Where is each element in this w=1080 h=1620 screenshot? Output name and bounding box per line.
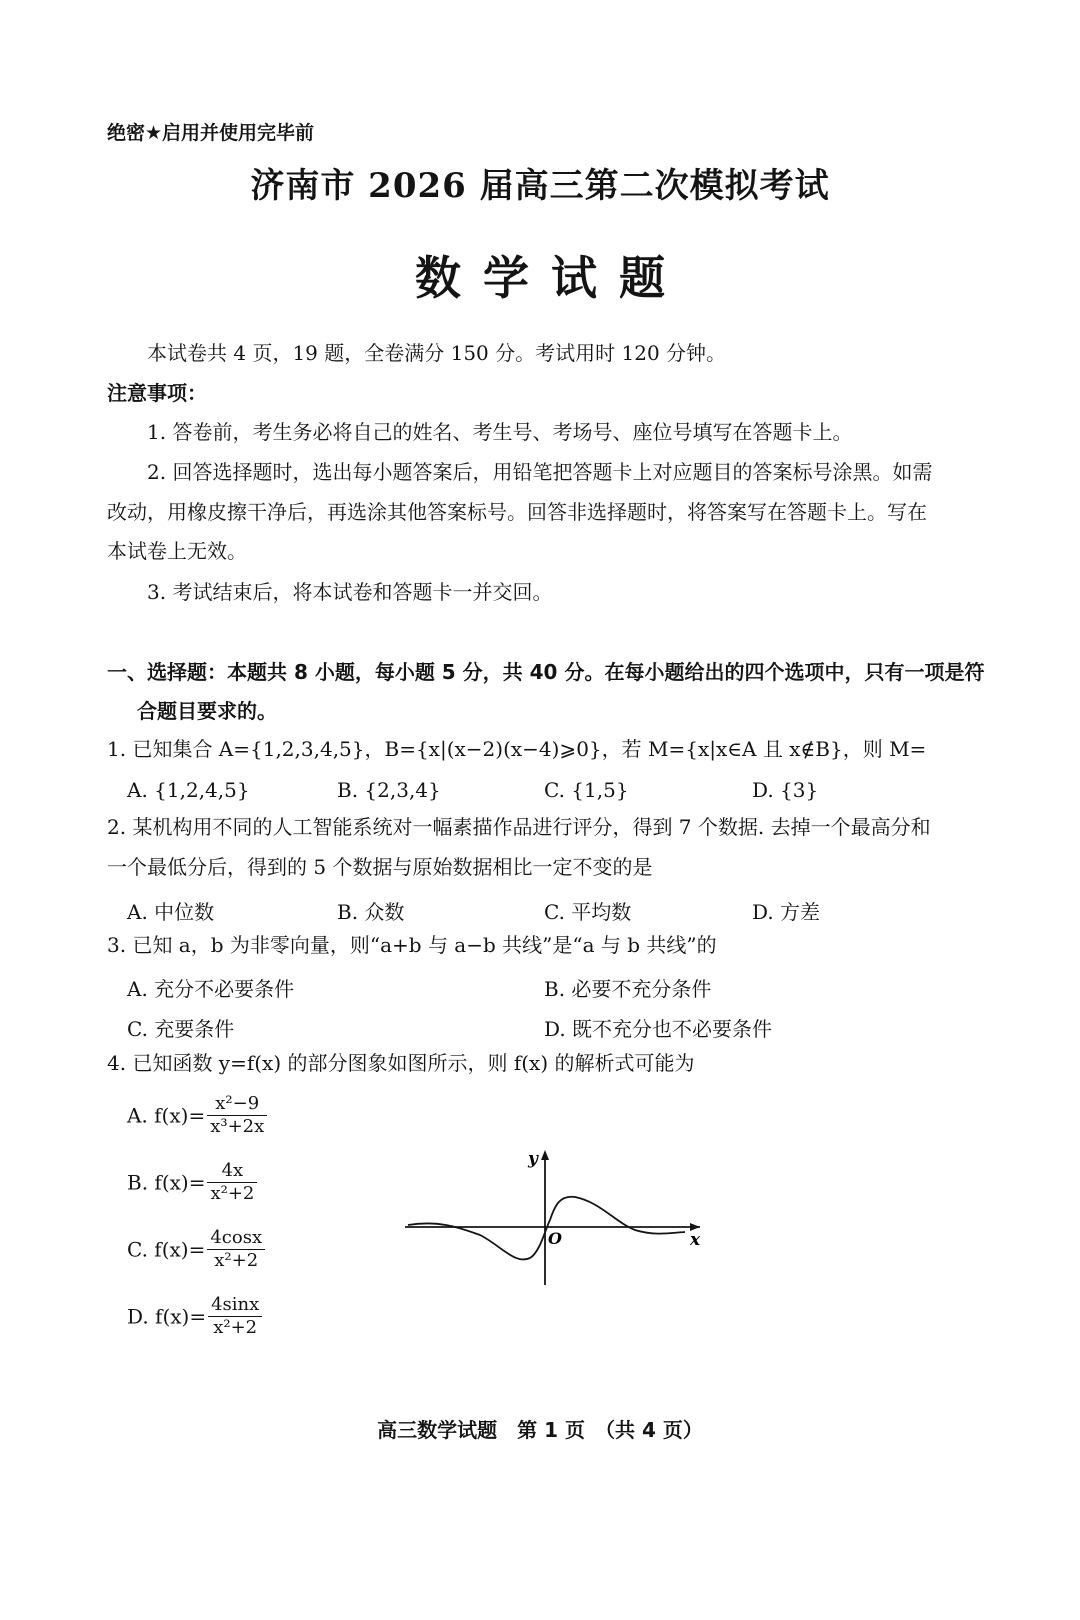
question-2-line-1: 2. 某机构用不同的人工智能系统对一幅素描作品进行评分，得到 7 个数据. 去掉一个最高分和 xyxy=(107,815,931,839)
subject-title: 数学试题 xyxy=(415,251,687,305)
option-c-numerator: 4cosx xyxy=(207,1227,265,1250)
question-2-option-c: C. 平均数 xyxy=(544,900,632,924)
question-3-stem: 3. 已知 a，b 为非零向量，则“a+b 与 a−b 共线”是“a 与 b 共线”的 xyxy=(107,933,717,957)
question-1-option-b: B. {2,3,4} xyxy=(337,778,441,802)
option-a-denominator: x³+2x xyxy=(210,1116,265,1137)
option-b-numerator: 4x xyxy=(207,1160,257,1183)
confidential-label: 绝密★启用并使用完毕前 xyxy=(107,122,315,144)
question-4-option-a xyxy=(127,1093,267,1138)
option-d-fraction xyxy=(208,1294,262,1339)
question-3-option-a: A. 充分不必要条件 xyxy=(127,977,295,1001)
question-4-option-b xyxy=(127,1160,257,1205)
note-item-2-line-1: 2. 回答选择题时，选出每小题答案后，用铅笔把答题卡上对应题目的答案标号涂黑。如需 xyxy=(147,460,933,484)
origin-label: O xyxy=(548,1229,562,1248)
question-2-line-2: 一个最低分后，得到的 5 个数据与原始数据相比一定不变的是 xyxy=(107,855,653,879)
notes-heading: 注意事项： xyxy=(107,381,207,405)
option-d-label: D. f(x)= xyxy=(127,1304,207,1329)
question-1-option-c: C. {1,5} xyxy=(544,778,629,802)
note-item-3: 3. 考试结束后，将本试卷和答题卡一并交回。 xyxy=(147,580,553,604)
question-4-option-c xyxy=(127,1227,265,1272)
exam-title: 济南市 2026 届高三第二次模拟考试 xyxy=(250,166,830,206)
question-4-option-d xyxy=(127,1294,262,1339)
section-heading-line-1: 一、选择题：本题共 8 小题，每小题 5 分，共 40 分。在每小题给出的四个选项中，只有一项是符 xyxy=(107,660,985,684)
option-d-denominator: x²+2 xyxy=(213,1317,258,1338)
question-1-option-a: A. {1,2,4,5} xyxy=(127,778,250,802)
question-2-option-a: A. 中位数 xyxy=(127,900,215,924)
function-graph xyxy=(400,1140,720,1290)
option-d-numerator: 4sinx xyxy=(208,1294,262,1317)
note-item-2-line-2: 改动，用橡皮擦干净后，再选涂其他答案标号。回答非选择题时，将答案写在答题卡上。写在 xyxy=(107,500,927,524)
option-a-fraction xyxy=(207,1093,267,1138)
question-4-stem: 4. 已知函数 y=f(x) 的部分图象如图所示，则 f(x) 的解析式可能为 xyxy=(107,1051,695,1075)
option-b-denominator: x²+2 xyxy=(210,1183,255,1204)
question-3-option-c: C. 充要条件 xyxy=(127,1017,235,1041)
option-b-fraction xyxy=(207,1160,257,1205)
question-3-option-b: B. 必要不充分条件 xyxy=(544,977,712,1001)
note-item-1: 1. 答卷前，考生务必将自己的姓名、考生号、考场号、座位号填写在答题卡上。 xyxy=(147,420,853,444)
option-a-numerator: x²−9 xyxy=(207,1093,267,1116)
question-3-option-d: D. 既不充分也不必要条件 xyxy=(544,1017,773,1041)
section-heading-line-2: 合题目要求的。 xyxy=(137,699,277,723)
option-c-label: C. f(x)= xyxy=(127,1237,206,1262)
question-2-option-d: D. 方差 xyxy=(752,900,821,924)
function-curve xyxy=(408,1197,685,1260)
option-c-denominator: x²+2 xyxy=(214,1250,259,1271)
question-1-stem: 1. 已知集合 A={1,2,3,4,5}，B={x|(x−2)(x−4)⩾0}，若 M={x|x∈A 且 x∉B}，则 M= xyxy=(107,737,927,761)
option-a-label: A. f(x)= xyxy=(127,1103,206,1128)
question-1-option-d: D. {3} xyxy=(752,778,819,802)
y-axis-label: y xyxy=(528,1149,538,1169)
exam-intro: 本试卷共 4 页，19 题，全卷满分 150 分。考试用时 120 分钟。 xyxy=(147,341,727,365)
question-2-option-b: B. 众数 xyxy=(337,900,405,924)
x-axis-label: x xyxy=(690,1230,701,1250)
note-item-2-line-3: 本试卷上无效。 xyxy=(107,539,247,563)
option-c-fraction xyxy=(207,1227,265,1272)
page-footer: 高三数学试题 第 1 页 （共 4 页） xyxy=(377,1418,703,1442)
y-axis-arrow xyxy=(541,1150,549,1160)
option-b-label: B. f(x)= xyxy=(127,1170,206,1195)
